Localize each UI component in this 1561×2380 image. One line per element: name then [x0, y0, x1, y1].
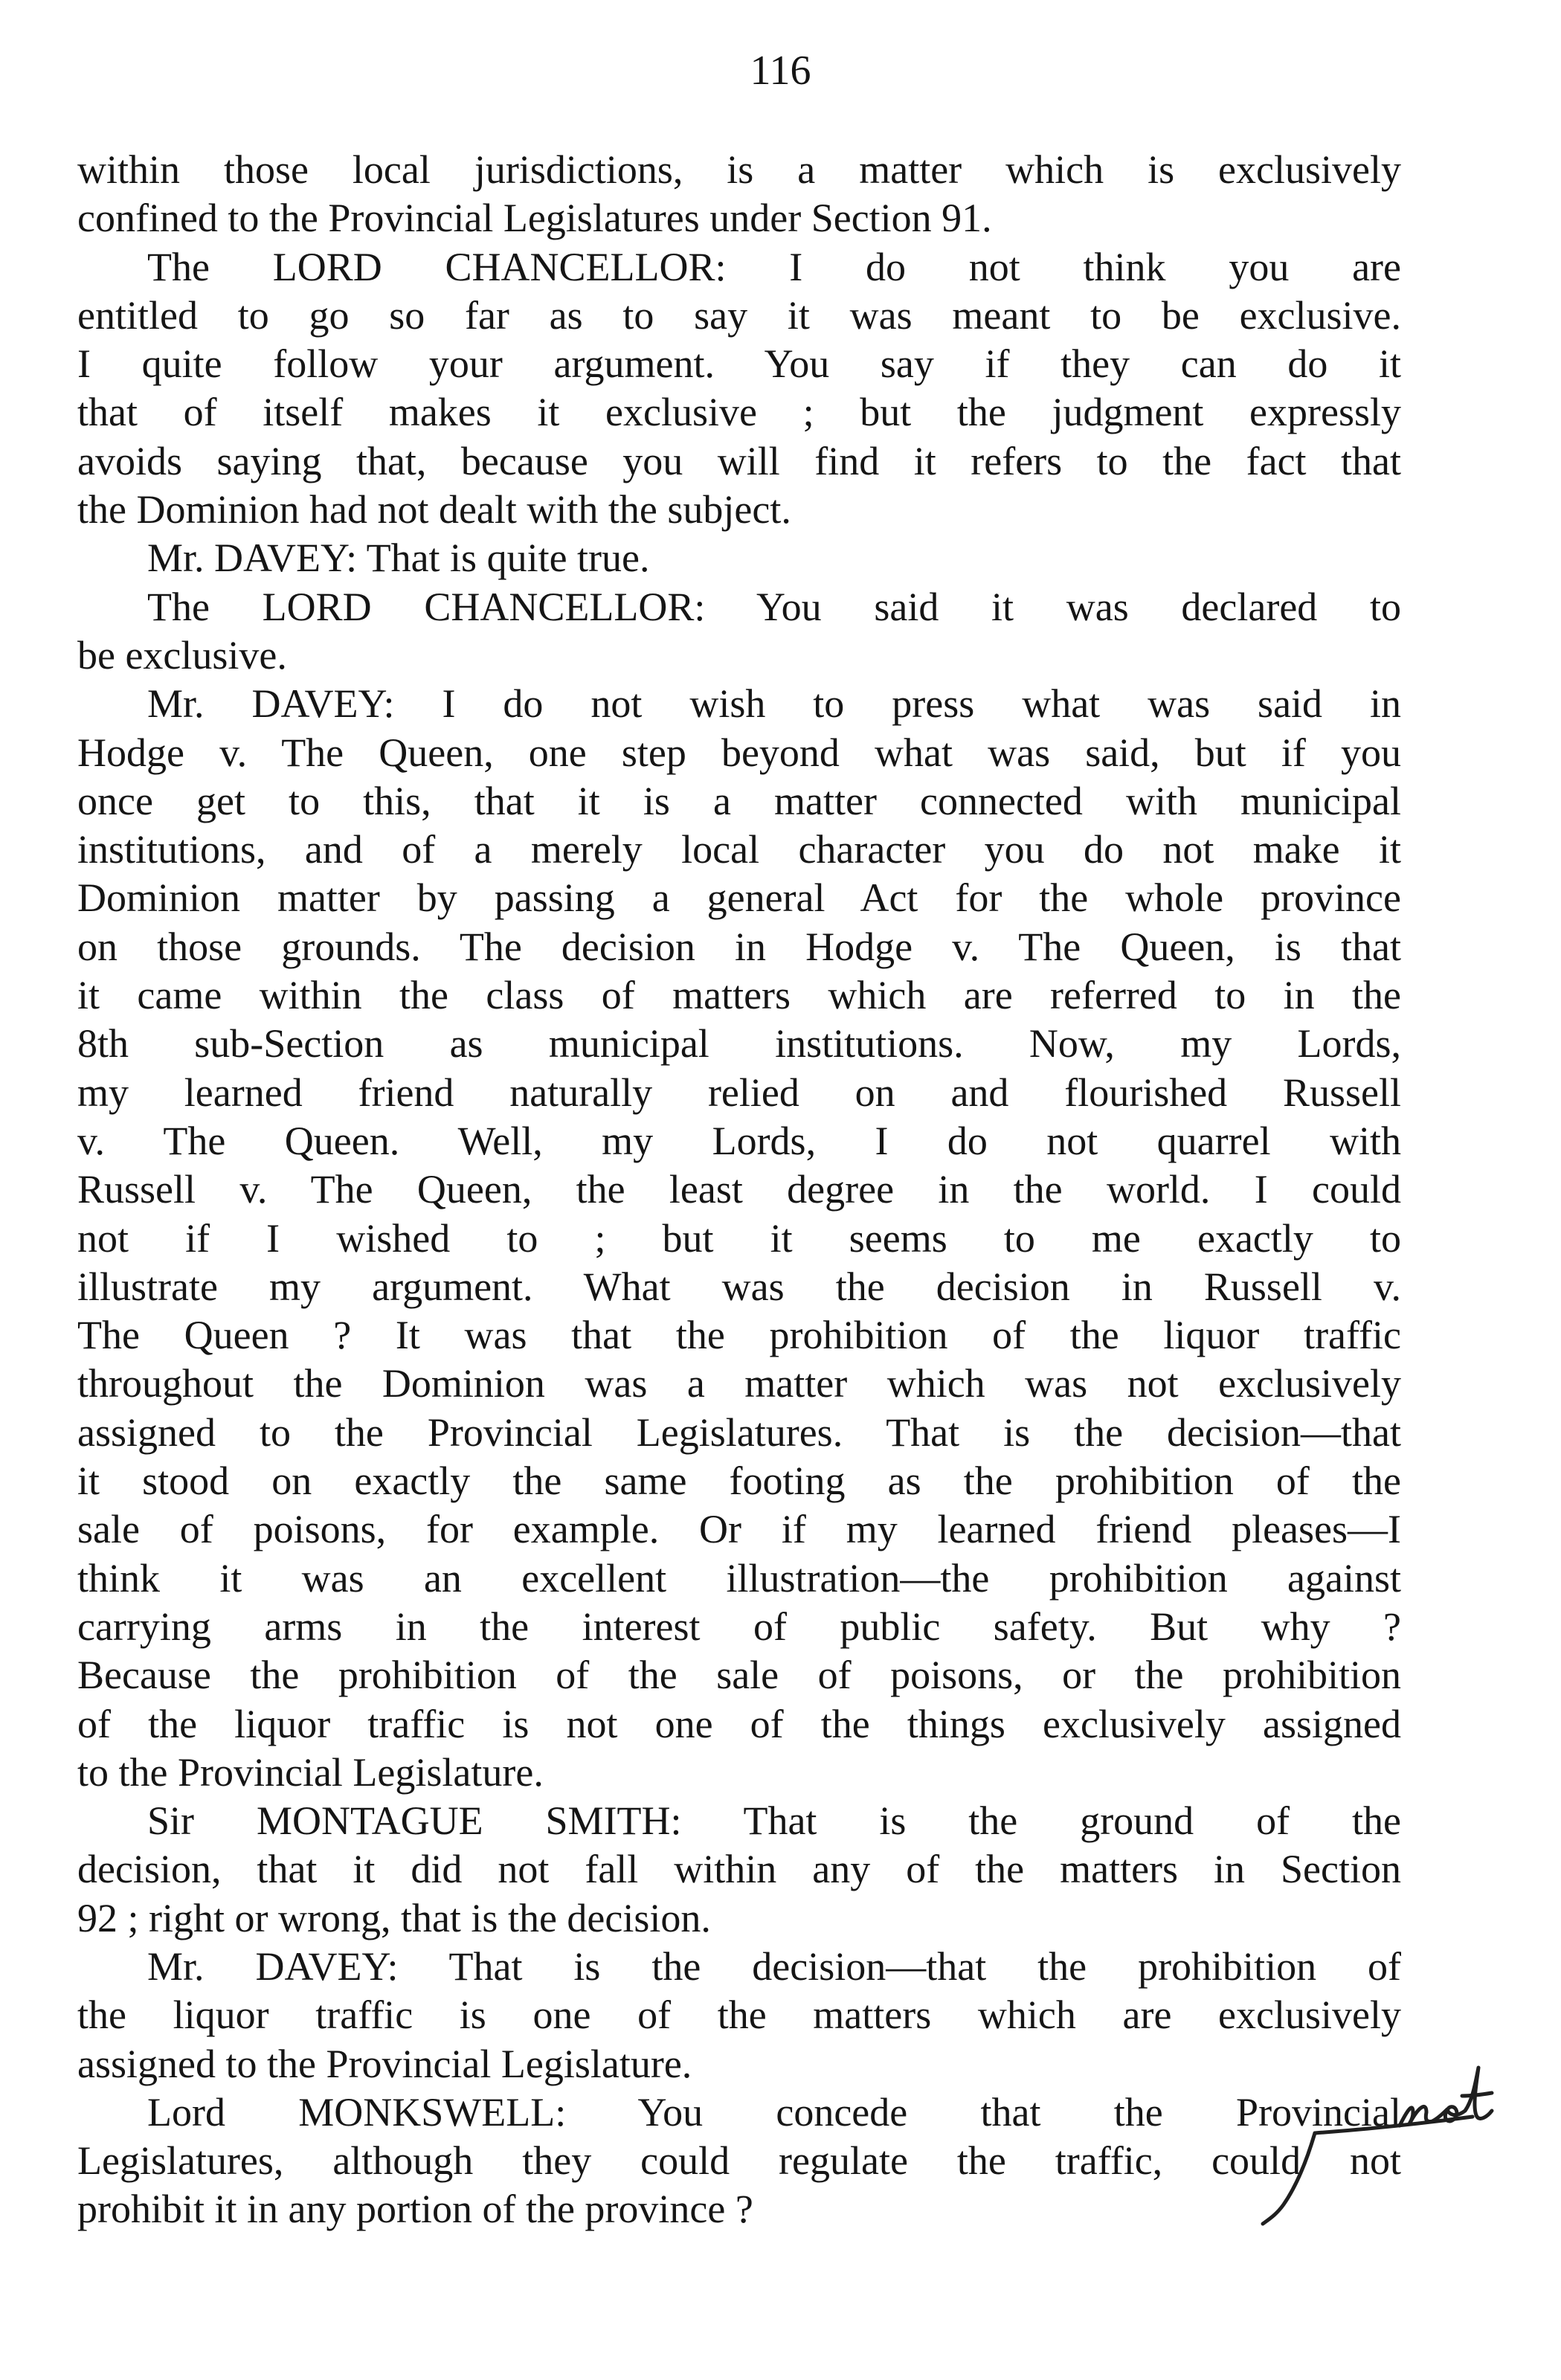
text-line: my learned friend naturally relied on and flourished Russell	[77, 1070, 1401, 1115]
text-line: entitled to go so far as to say it was meant to be exclusive.	[77, 292, 1401, 338]
text-line: the liquor traffic is one of the matters which are exclusively	[77, 1993, 1401, 2038]
text-line: think it was an excellent illustration—the prohibition against	[77, 1555, 1401, 1601]
text-line: it came within the class of matters which are referred to in the	[77, 973, 1401, 1018]
text-line: within those local jurisdictions, is a matter which is exclusively	[77, 147, 1401, 192]
text-line: The LORD CHANCELLOR: You said it was declared to	[147, 584, 1401, 629]
text-line: of the liquor traffic is not one of the things exclusively assigned	[77, 1701, 1401, 1746]
body-text	[77, 146, 1401, 2234]
text-line: throughout the Dominion was a matter which was not exclusively	[77, 1361, 1401, 1406]
handwritten-not-word	[1400, 2068, 1492, 2126]
text-line: Russell v. The Queen, the least degree in the world. I could	[77, 1167, 1401, 1212]
page-number: 116	[750, 48, 811, 94]
text-line: I quite follow your argument. You say if they can do it	[77, 341, 1401, 387]
text-line: avoids saying that, because you will find it refers to the fact that	[77, 438, 1401, 483]
text-line: institutions, and of a merely local character you do not make it	[77, 827, 1401, 872]
text-line: Legislatures, although they could regulate the traffic, could not	[77, 2138, 1401, 2184]
text-line: Hodge v. The Queen, one step beyond what was said, but if you	[77, 730, 1401, 775]
text-line: 92 ; right or wrong, that is the decision.	[77, 1895, 711, 1940]
text-line: The Queen ? It was that the prohibition of the liquor traffic	[77, 1313, 1401, 1358]
text-line: Mr. DAVEY: I do not wish to press what was said in	[147, 681, 1401, 727]
text-line: not if I wished to ; but it seems to me exactly to	[77, 1215, 1401, 1261]
text-line: to the Provincial Legislature.	[77, 1749, 544, 1795]
text-line: carrying arms in the interest of public safety. But why ?	[77, 1604, 1401, 1649]
text-line: be exclusive.	[77, 632, 287, 678]
text-line: assigned to the Provincial Legislatures. That is the decision—that	[77, 1409, 1401, 1455]
text-line: Because the prohibition of the sale of poisons, or the prohibition	[77, 1653, 1401, 1698]
text-line: Mr. DAVEY: That is the decision—that the prohibition of	[147, 1943, 1401, 1989]
text-line: Mr. DAVEY: That is quite true.	[147, 536, 650, 581]
text-line: v. The Queen. Well, my Lords, I do not quarrel with	[77, 1118, 1401, 1163]
text-line: illustrate my argument. What was the decision in Russell v.	[77, 1264, 1401, 1309]
text-line: assigned to the Provincial Legislature.	[77, 2041, 692, 2086]
text-line: Lord MONKSWELL: You concede that the Provincial	[147, 2089, 1401, 2135]
text-line: prohibit it in any portion of the province ?	[77, 2187, 753, 2232]
text-line: sale of poisons, for example. Or if my learned friend pleases—I	[77, 1507, 1401, 1552]
text-line: Sir MONTAGUE SMITH: That is the ground of the	[147, 1798, 1401, 1844]
text-line: it stood on exactly the same footing as the prohibition of the	[77, 1458, 1401, 1504]
text-line: once get to this, that it is a matter connected with municipal	[77, 778, 1401, 823]
text-line: The LORD CHANCELLOR: I do not think you are	[147, 244, 1401, 289]
text-line: confined to the Provincial Legislatures under Section 91.	[77, 196, 992, 241]
text-line: on those grounds. The decision in Hodge v. The Queen, is that	[77, 924, 1401, 969]
text-line: that of itself makes it exclusive ; but the judgment expressly	[77, 390, 1401, 435]
text-line: the Dominion had not dealt with the subject.	[77, 487, 791, 533]
text-line: Dominion matter by passing a general Act for the whole province	[77, 875, 1401, 921]
text-line: 8th sub-Section as municipal institutions. Now, my Lords,	[77, 1021, 1401, 1067]
text-line: decision, that it did not fall within any of the matters in Section	[77, 1847, 1401, 1892]
